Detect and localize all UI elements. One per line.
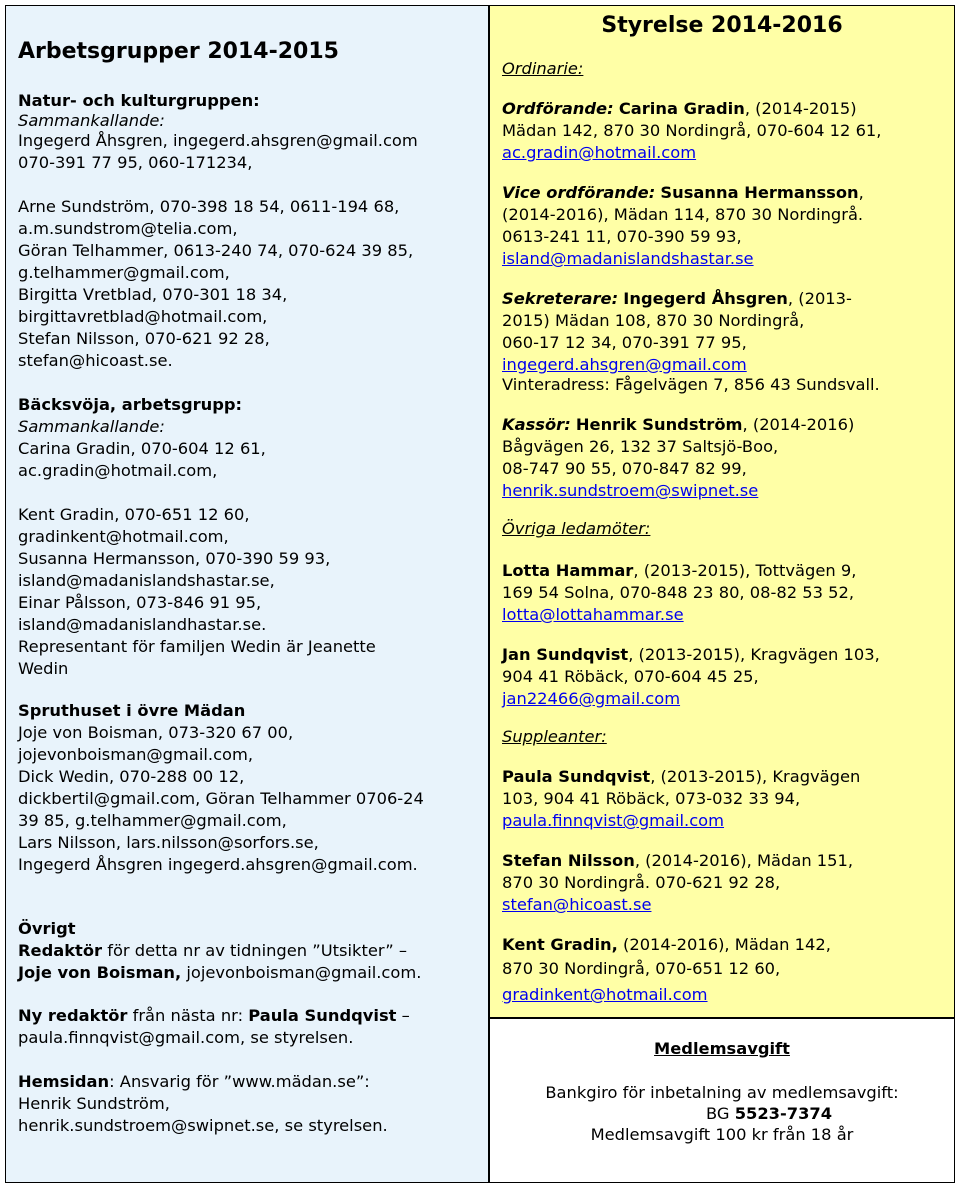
new-editor-line2: paula.finnqvist@gmail.com, se styrelsen. (18, 1028, 354, 1047)
vice-line2: (2014-2016), Mädan 114, 870 30 Nordingrå. (502, 205, 864, 224)
editor-text: för detta nr av tidningen ”Utsikter” – (102, 941, 407, 960)
natur-line: Stefan Nilsson, 070-621 92 28, (18, 329, 270, 348)
stefan-line2: 870 30 Nordingrå. 070-621 92 28, (502, 873, 781, 892)
chair-line1: Ordförande: Carina Gradin, (2014-2015) (502, 99, 857, 118)
ovrigt-heading: Övrigt (18, 919, 76, 938)
jan-rest: , (2013-2015), Kragvägen 103, (628, 645, 880, 664)
treasurer-email-row (502, 480, 758, 501)
treasurer-line1: Kassör: Henrik Sundström, (2014-2016) (502, 415, 855, 434)
fee-bankgiro (706, 1103, 832, 1124)
fee-title: Medlemsavgift (654, 1039, 790, 1058)
paula-email-row (502, 810, 724, 831)
natur-line: stefan@hicoast.se. (18, 351, 173, 370)
treasurer-rest: , (2014-2016) (742, 415, 855, 434)
editor-label: Redaktör (18, 941, 103, 960)
kent-line1 (502, 934, 831, 955)
secretary-rest: , (2013- (787, 289, 852, 308)
new-editor-text: från nästa nr: (127, 1006, 249, 1025)
backsvoja-line: Representant för familjen Wedin är Jeanette (18, 637, 376, 656)
spruthuset-line: dickbertil@gmail.com, Göran Telhammer 0706-24 (18, 789, 424, 808)
stefan-rest: , (2014-2016), Mädan 151, (634, 851, 854, 870)
deputies-label: Suppleanter: (502, 727, 607, 746)
secretary-line3: 060-17 12 34, 070-391 77 95, (502, 333, 747, 352)
secretary-role: Sekreterare (502, 289, 612, 308)
spruthuset-line: Ingegerd Åhsgren ingegerd.ahsgren@gmail.com. (18, 855, 418, 874)
new-editor-name: Paula Sundqvist (248, 1006, 397, 1025)
secretary-email-row (502, 354, 747, 375)
jan-line2: 904 41 Röbäck, 070-604 45 25, (502, 667, 759, 686)
homepage-line3: henrik.sundstroem@swipnet.se, se styrelsen. (18, 1116, 388, 1135)
homepage-label: Hemsidan (18, 1072, 110, 1091)
chair-role: Ordförande (502, 99, 608, 118)
backsvoja-line: gradinkent@hotmail.com, (18, 527, 229, 546)
spruthuset-line: 39 85, g.telhammer@gmail.com, (18, 811, 287, 830)
natur-line: birgittavretblad@hotmail.com, (18, 307, 268, 326)
stefan-name: Stefan Nilsson (502, 851, 635, 870)
backsvoja-heading: Bäcksvöja, arbetsgrupp: (18, 395, 243, 414)
ordinarie-label: Ordinarie: (502, 59, 584, 78)
natur-heading: Natur- och kulturgruppen: (18, 91, 260, 110)
fee-bg-number: 5523-7374 (734, 1104, 833, 1123)
new-editor-line (18, 1005, 410, 1026)
natur-line: Birgitta Vretblad, 070-301 18 34, (18, 285, 288, 304)
spruthuset-line: jojevonboisman@gmail.com, (18, 745, 254, 764)
backsvoja-line: Kent Gradin, 070-651 12 60, (18, 505, 250, 524)
paula-line1 (502, 766, 860, 787)
natur-line: g.telhammer@gmail.com, (18, 263, 230, 282)
editor-name-line (18, 962, 421, 983)
backsvoja-convenor-label: Sammankallande: (18, 417, 165, 436)
secretary-line1: Sekreterare: Ingegerd Åhsgren, (2013- (502, 289, 852, 308)
backsvoja-line: island@madanislandshastar.se, (18, 571, 275, 590)
vice-name: Susanna Hermansson (660, 183, 859, 202)
kent-email-row (502, 984, 708, 1005)
backsvoja-line: Wedin (18, 659, 69, 678)
chair-email-row (502, 142, 696, 163)
spruthuset-line: Joje von Boisman, 073-320 67 00, (18, 723, 294, 742)
vice-line1 (502, 182, 864, 203)
treasurer-role: Kassör (502, 415, 565, 434)
treasurer-line3: 08-747 90 55, 070-847 82 99, (502, 459, 747, 478)
lotta-line1 (502, 560, 856, 581)
homepage-text: : Ansvarig för ”www.mädan.se”: (109, 1072, 370, 1091)
deputies-heading (502, 726, 607, 747)
new-editor-dash: – (396, 1006, 410, 1025)
fee-line1: Bankgiro för inbetalning av medlemsavgift: (545, 1083, 899, 1102)
natur-line: a.m.sundstrom@telia.com, (18, 219, 238, 238)
spruthuset-line: Dick Wedin, 070-288 00 12, (18, 767, 245, 786)
other-members-label: Övriga ledamöter: (502, 519, 651, 538)
vice-role: Vice ordförande: (502, 183, 656, 202)
chair-rest: , (2014-2015) (744, 99, 857, 118)
vice-email-link[interactable]: island@madanislandshastar.se (502, 249, 754, 268)
backsvoja-line: Susanna Hermansson, 070-390 59 93, (18, 549, 331, 568)
backsvoja-line: island@madanislandhastar.se. (18, 615, 267, 634)
spruthuset-heading: Spruthuset i övre Mädan (18, 701, 246, 720)
homepage-line2: Henrik Sundström, (18, 1094, 170, 1113)
lotta-email-link[interactable]: lotta@lottahammar.se (502, 605, 684, 624)
jan-line1 (502, 644, 880, 665)
fee-title-row (489, 1038, 955, 1059)
treasurer-email-link[interactable]: henrik.sundstroem@swipnet.se (502, 481, 759, 500)
backsvoja-line: Carina Gradin, 070-604 12 61, (18, 439, 266, 458)
fee-line3: Medlemsavgift 100 kr från 18 år (590, 1125, 854, 1144)
kent-rest: (2014-2016), Mädan 142, (617, 935, 831, 954)
stefan-line1 (502, 850, 853, 871)
secretary-winter-address: Vinteradress: Fågelvägen 7, 856 43 Sundsvall. (502, 375, 880, 394)
jan-email-link[interactable]: jan22466@gmail.com (502, 689, 681, 708)
stefan-email-row (502, 894, 651, 915)
editor-line (18, 940, 407, 961)
chair-email-link[interactable]: ac.gradin@hotmail.com (502, 143, 697, 162)
chair-line2: Mädan 142, 870 30 Nordingrå, 070-604 12 61, (502, 121, 882, 140)
lotta-email-row (502, 604, 684, 625)
jan-name: Jan Sundqvist (502, 645, 629, 664)
vice-email-row (502, 248, 754, 269)
paula-name: Paula Sundqvist (502, 767, 651, 786)
vice-line3: 0613-241 11, 070-390 59 93, (502, 227, 742, 246)
jan-email-row (502, 688, 680, 709)
natur-line: Göran Telhammer, 0613-240 74, 070-624 39 85, (18, 241, 414, 260)
stefan-email-link[interactable]: stefan@hicoast.se (502, 895, 652, 914)
natur-line: Arne Sundström, 070-398 18 54, 0611-194 68, (18, 197, 400, 216)
natur-convenor-label: Sammankallande: (18, 111, 165, 130)
lotta-rest: , (2013-2015), Tottvägen 9, (633, 561, 857, 580)
other-members-heading (502, 518, 650, 539)
paula-rest: , (2013-2015), Kragvägen (650, 767, 861, 786)
kent-email-link[interactable]: gradinkent@hotmail.com (502, 985, 708, 1004)
left-title: Arbetsgrupper 2014-2015 (18, 39, 339, 64)
vice-rest: , (858, 183, 864, 202)
editor-email: jojevonboisman@gmail.com. (181, 963, 422, 982)
treasurer-name: Henrik Sundström (575, 415, 743, 434)
ordinarie-heading (502, 58, 583, 79)
kent-line2: 870 30 Nordingrå, 070-651 12 60, (502, 959, 781, 978)
lotta-name: Lotta Hammar (502, 561, 634, 580)
editor-name: Joje von Boisman, (18, 963, 182, 982)
treasurer-line2: Bågvägen 26, 132 37 Saltsjö-Boo, (502, 437, 779, 456)
board-title: Styrelse 2014-2016 (601, 13, 843, 38)
natur-line: Ingegerd Åhsgren, ingegerd.ahsgren@gmail.com (18, 131, 418, 150)
secretary-line2: 2015) Mädan 108, 870 30 Nordingrå, (502, 311, 805, 330)
secretary-name: Ingegerd Åhsgren (623, 289, 788, 308)
paula-email-link[interactable]: paula.finnqvist@gmail.com (502, 811, 725, 830)
new-editor-label: Ny redaktör (18, 1006, 128, 1025)
kent-name: Kent Gradin, (502, 935, 618, 954)
secretary-email-link[interactable]: ingegerd.ahsgren@gmail.com (502, 355, 747, 374)
chair-name: Carina Gradin (618, 99, 745, 118)
lotta-line2: 169 54 Solna, 070-848 23 80, 08-82 53 52, (502, 583, 855, 602)
paula-line2: 103, 904 41 Röbäck, 073-032 33 94, (502, 789, 801, 808)
backsvoja-line: Einar Pålsson, 073-846 91 95, (18, 593, 262, 612)
natur-line: 070-391 77 95, 060-171234, (18, 153, 253, 172)
fee-bg-label: BG (706, 1104, 735, 1123)
spruthuset-line: Lars Nilsson, lars.nilsson@sorfors.se, (18, 833, 319, 852)
homepage-line (18, 1071, 370, 1092)
backsvoja-line: ac.gradin@hotmail.com, (18, 461, 218, 480)
